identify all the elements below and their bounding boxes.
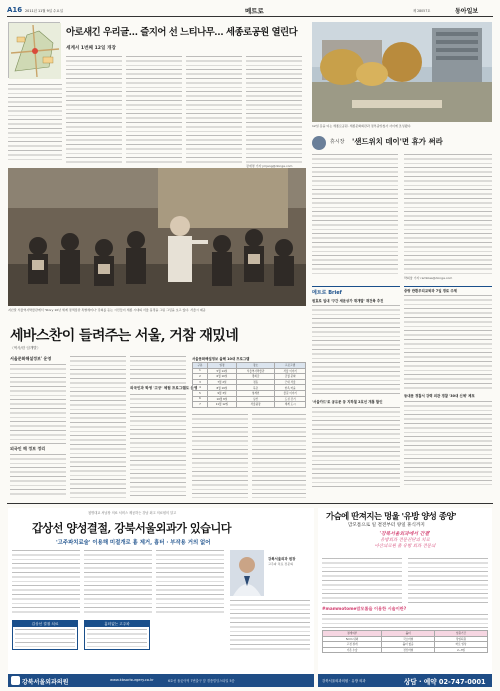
table-row	[323, 642, 488, 648]
table-cell: 6월 10일	[208, 374, 237, 380]
ad-left-badge1-body	[15, 629, 75, 647]
ad-left-badge2-body	[87, 629, 147, 647]
article1-body-col0	[8, 84, 62, 163]
table-cell: 정동	[236, 379, 274, 385]
seoul-table-box	[192, 356, 306, 410]
seoul-body-col2	[70, 356, 126, 498]
ad-left-subhead: '고주파치료술' 이용해 미절개로 흉 제거, 흉터 · 부작용 거의 없어	[56, 540, 211, 546]
article1-headline: 아로새긴 우리글… 즐지어 선 느티나무… 세종로공원 열린다	[66, 27, 298, 38]
ad-left-body-col2	[84, 550, 152, 616]
seoul-sub2: 외국인과 학생 '고궁' 체험 프로그램도 운영	[130, 386, 198, 390]
table-cell: 궁궐 문화	[275, 374, 306, 380]
seoul-body-col3b	[130, 394, 186, 498]
table-cell: 5월 14일	[208, 368, 237, 374]
seoul-body-col4	[192, 414, 248, 498]
table-cell: 1	[193, 368, 208, 374]
metro-brief-box	[312, 286, 400, 498]
issue-date: 2011년 11월 9일 수요일	[25, 9, 63, 13]
table-cell: 당일퇴원	[435, 636, 488, 642]
ad-right-body-col1	[322, 558, 402, 604]
teacher-body-col1	[312, 154, 398, 274]
ad-right-subhead: 맘모톰으로 일 결전부터 양일 휴식까지	[348, 523, 425, 528]
ad-left-top-text: 청명대교 서남장 의료 서비스 제공하는 강남 최고 의료원의 알고	[88, 511, 177, 515]
table-cell: 2~3일	[435, 647, 488, 653]
seoul-feature-byline: 〈역사/한 임개발〉	[10, 346, 41, 350]
table-cell: 7월 2일	[208, 379, 237, 385]
seoul-program-table	[192, 362, 306, 408]
lower-left-box-title: 중랑 반환무리교학과 7일 경로 주제	[404, 289, 457, 293]
teacher-body-col2	[404, 154, 492, 274]
ad-left-badge2-label: 흉터없는 고주파	[85, 621, 149, 627]
issue-number: 제 28057호	[413, 9, 431, 13]
table-header: 프로그램	[275, 363, 306, 369]
table-cell: 9월 3일	[208, 390, 237, 396]
table-cell: 남산	[236, 396, 274, 402]
teacher-column-icon	[312, 136, 326, 150]
seoul-body-col3a	[130, 356, 186, 384]
table-cell: 북촌	[236, 385, 274, 391]
table-cell: 10월 8일	[208, 396, 237, 402]
ad-right-phone[interactable]: 상담 · 예약 02-747-0001	[404, 678, 486, 686]
metro-brief-title: 메트로 Brief	[312, 290, 342, 296]
table-cell: 5	[193, 390, 208, 396]
table-cell: 전신마취	[382, 647, 435, 653]
table-cell: 한옥 마을	[275, 385, 306, 391]
table-cell: 도성 걷기	[275, 396, 306, 402]
table-cell: 4	[193, 385, 208, 391]
table-header: 절개여부	[323, 631, 382, 637]
article1-body-col2	[126, 56, 182, 163]
lower-left-box-body2	[404, 401, 492, 485]
seoul-body-col1	[10, 364, 66, 444]
ad-right-body-col2	[408, 558, 488, 604]
seoul-feature-headline: 세바스찬이 들려주는 서울, 거참 재밌네	[10, 328, 239, 344]
lower-left-box-body1	[404, 295, 492, 391]
table-cell: 기존 수술	[323, 647, 382, 653]
ad-left-doctor-caption: 고주파 치료 전문의	[268, 562, 294, 566]
table-cell: 바로 일상	[435, 642, 488, 648]
seoul-body-col1b	[10, 454, 66, 498]
table-header: 구분	[193, 363, 208, 369]
ad-right-footer-label: 강북서울외과의원 · 유방 외과	[322, 679, 366, 683]
seoul-lecture-photo	[8, 168, 306, 306]
teacher-byline: 박희창 기자 ramblas@donga.com	[404, 276, 453, 280]
table-cell: 8월 19일	[208, 385, 237, 391]
table-row	[323, 647, 488, 653]
ad-left-headline: 갑상선 양성결절, 강북서울외과가 있습니다	[32, 521, 232, 535]
sejong-park-photo-caption: 12일 문을 여는 세종로공원. 세종문화회관과 정부중앙청사 사이에 조성됐다.	[312, 124, 412, 128]
table-cell: 흉터 없음	[382, 642, 435, 648]
sejong-park-photo	[312, 22, 492, 122]
ad-right-compare-table	[322, 630, 488, 653]
table-row	[193, 402, 306, 408]
table-cell: 근대 서울	[275, 379, 306, 385]
table-cell: 6	[193, 396, 208, 402]
metro-brief-body1	[312, 305, 400, 397]
table-header: 입원기간	[435, 631, 488, 637]
masthead-rule	[7, 16, 493, 17]
metro-brief-body2	[312, 407, 400, 489]
article1-subhead: 세계서 1번째 12일 개장	[66, 46, 116, 51]
ad-right-headline: 가슴에 딴져지는 멍울 '유방 양성 종양'	[326, 511, 457, 521]
ad-right	[318, 508, 492, 674]
table-row	[323, 636, 488, 642]
ad-left-doctor-name: 강북서울외과 원장	[268, 557, 296, 561]
metro-brief-item1: 원효로 일대 '구간 세운상가 재개발' 재건축 추진	[312, 299, 384, 303]
table-cell: 청계천	[236, 390, 274, 396]
article1-byline: 장재명 기자 jmjang@donga.com	[246, 164, 293, 168]
table-cell: 서울 이야기	[275, 368, 306, 374]
ad-left-badge1	[12, 620, 78, 650]
table-header: 일정	[208, 363, 237, 369]
ad-left-badge2	[84, 620, 150, 650]
lower-left-box	[404, 286, 492, 498]
ad-right-slogan1: '강북서울외과에서 간결'	[379, 532, 431, 537]
ad-left-badge1-label: 갑상선 결절 치료	[13, 621, 77, 627]
seoul-lecture-photo-caption: 지난달 서울역사박물관에서 'Story 10년 세계 정책장관 특별세미나' 강의를 듣는 시민들이 세종 시대의 서울 풍경을 그린 그림을 보고 있다. 서울시 제공	[8, 308, 206, 312]
ad-right-mammotome-body	[322, 614, 488, 628]
ad-right-slogan3: 아산의료원 출 유방 외과 전문의	[374, 544, 436, 549]
article1-body-col4	[246, 56, 302, 163]
table-cell: 11월 12일	[208, 402, 237, 408]
table-cell: 5mm 내외	[323, 636, 382, 642]
table-header: 흉터	[382, 631, 435, 637]
table-cell: 7	[193, 402, 208, 408]
table-cell: 고정 절개	[323, 642, 382, 648]
seoul-table-title: 서울문화해설정보 올해 10대 프로그램	[192, 357, 250, 361]
table-cell: 서울역사박물관	[236, 368, 274, 374]
table-header: 장소	[236, 363, 274, 369]
lower-left-box-sub: 동대문 경찰서 강력 외관 경찰 '30대 신체' 체포	[404, 394, 475, 399]
ad-left-body-col1	[12, 550, 80, 616]
masthead	[7, 6, 493, 15]
ad-left-body-col3	[156, 550, 224, 616]
ad-left-footer	[8, 674, 314, 687]
seoul-sub3: 외국인 해 정보 정리	[10, 446, 46, 451]
ad-left-url[interactable]: www.kbsorisurgery.co.kr	[110, 678, 154, 682]
table-cell: 국소마취	[382, 636, 435, 642]
ad-left	[8, 508, 314, 676]
map-graphic	[8, 22, 60, 78]
ad-right-slogan2: 유방외과 전문진단의 치료	[380, 538, 430, 543]
article1-body-col1	[66, 56, 122, 163]
table-cell: 물길 이야기	[275, 390, 306, 396]
metro-brief-item2: '서울카드'로 공유문 등 지하철 2호선 개통 할인	[312, 400, 383, 405]
table-cell: 세계 도시	[275, 402, 306, 408]
teacher-column-label: 휴시장	[330, 139, 345, 145]
page-number: A16	[7, 6, 23, 14]
ad-left-doctor-photo	[230, 550, 264, 596]
ad-divider	[7, 503, 493, 504]
table-cell: 경희궁	[236, 374, 274, 380]
table-cell: 3	[193, 379, 208, 385]
ad-left-address: 6호선 돌곶이역 7번출구 앞 경종빌딩스타일 5층	[168, 679, 235, 683]
ad-left-hospital-name: 강북서울외과의원	[22, 678, 69, 686]
seoul-body-col5	[252, 414, 306, 498]
teacher-column-title: '샌드위치 데이'면 휴가 써라	[352, 137, 443, 146]
table-cell: 2	[193, 374, 208, 380]
hospital-logo-icon	[11, 676, 20, 685]
paper-name: 동아일보	[455, 8, 479, 15]
seoul-sub1: 서울문화해설정보' 운영	[10, 356, 52, 361]
ad-left-doctor-body	[230, 600, 310, 650]
ad-right-footer	[318, 674, 492, 687]
ad-right-slogan-box	[332, 530, 478, 556]
article1-body-col3	[186, 56, 242, 163]
table-cell: 서울광장	[236, 402, 274, 408]
section-title: 메트로	[245, 7, 264, 15]
ad-right-mammotome: #mammotome맘모톰을 이용한 시술이란?	[322, 606, 407, 611]
